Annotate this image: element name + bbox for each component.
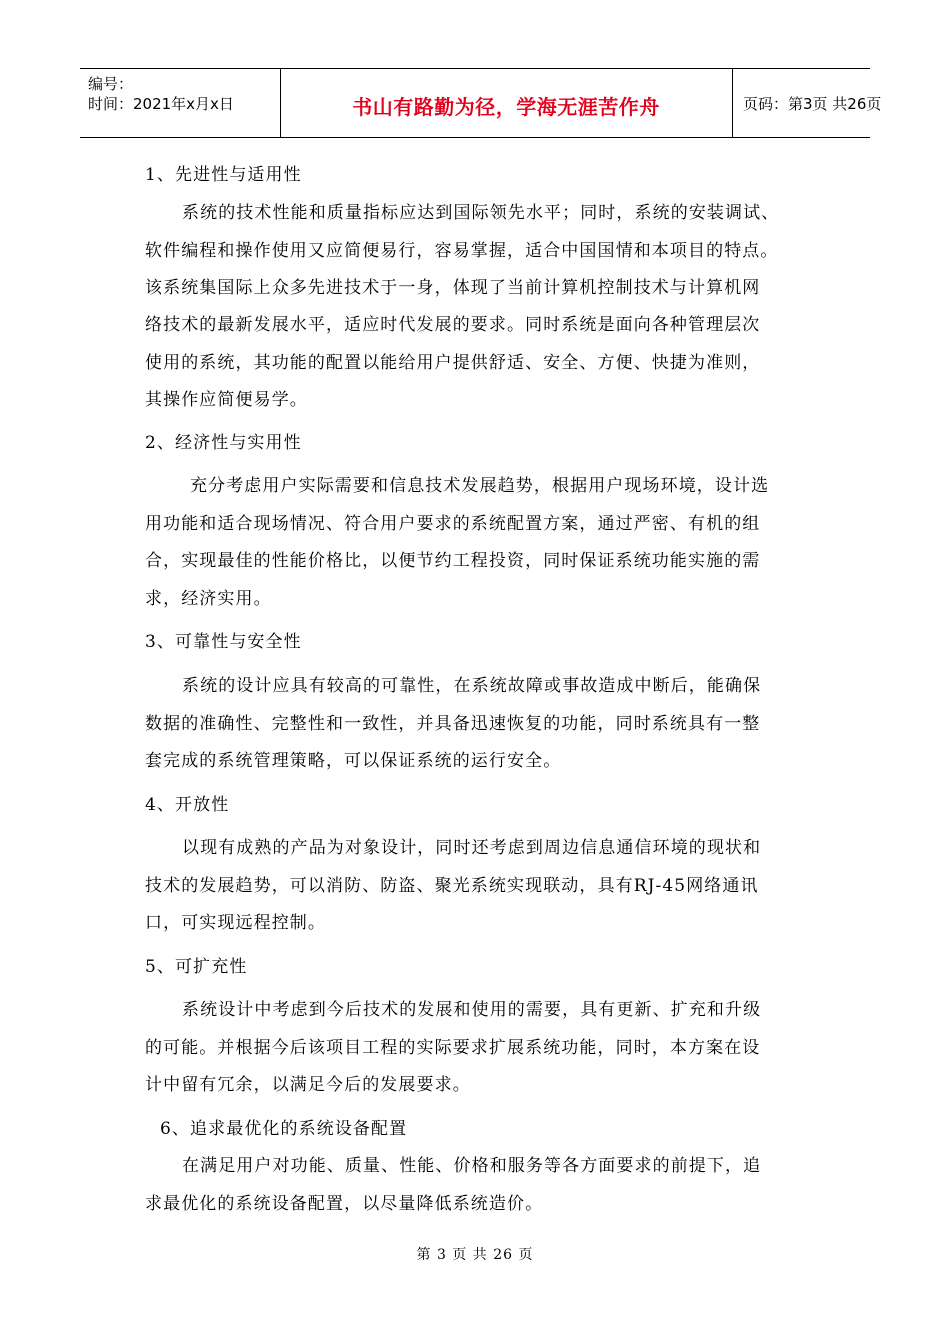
paragraph-line: 求，经济实用。 — [145, 589, 272, 609]
paragraph-line: 以现有成熟的产品为对象设计，同时还考虑到周边信息通信环境的现状和 — [182, 838, 762, 858]
document-number-label: 编号： — [88, 75, 134, 93]
paragraph-line: 软件编程和操作使用又应简便易行，容易掌握，适合中国国情和本项目的特点。 — [145, 241, 779, 261]
paragraph-line: 数据的准确性、完整性和一致性，并具备迅速恢复的功能，同时系统具有一整 — [145, 714, 761, 734]
paragraph-line: 该系统集国际上众多先进技术于一身，体现了当前计算机控制技术与计算机网 — [145, 278, 761, 298]
paragraph-line: 络技术的最新发展水平，适应时代发展的要求。同时系统是面向各种管理层次 — [145, 315, 761, 335]
document-date: 时间：2021年x月x日 — [88, 95, 234, 113]
paragraph-line: 口，可实现远程控制。 — [145, 913, 326, 933]
page-header — [80, 68, 882, 138]
paragraph-line: 使用的系统，其功能的配置以能给用户提供舒适、安全、方便、快捷为准则， — [145, 353, 761, 373]
paragraph-line: 合，实现最佳的性能价格比，以便节约工程投资，同时保证系统功能实施的需 — [145, 551, 761, 571]
header-middle-cell — [280, 69, 733, 137]
section-title-3: 3、可靠性与安全性 — [145, 632, 302, 652]
section-title-1: 1、先进性与适用性 — [145, 165, 302, 185]
paragraph-line: 系统的技术性能和质量指标应达到国际领先水平；同时，系统的安装调试、 — [182, 203, 780, 223]
paragraph-line: 系统设计中考虑到今后技术的发展和使用的需要，具有更新、扩充和升级 — [182, 1000, 762, 1020]
header-motto: 书山有路勤为径，学海无涯苦作舟 — [352, 95, 660, 119]
paragraph-line: 计中留有冗余，以满足今后的发展要求。 — [145, 1075, 471, 1095]
section-title-6: 6、追求最优化的系统设备配置 — [160, 1119, 408, 1139]
paragraph-line: 系统的设计应具有较高的可靠性，在系统故障或事故造成中断后，能确保 — [182, 676, 762, 696]
header-page-info: 页码：第3页 共26页 — [743, 95, 882, 113]
paragraph-line: 的可能。并根据今后该项目工程的实际要求扩展系统功能，同时，本方案在设 — [145, 1038, 761, 1058]
paragraph-line: 求最优化的系统设备配置，以尽量降低系统造价。 — [145, 1194, 544, 1214]
section-title-2: 2、经济性与实用性 — [145, 433, 302, 453]
paragraph-line: 套完成的系统管理策略，可以保证系统的运行安全。 — [145, 751, 562, 771]
paragraph-line: 技术的发展趋势，可以消防、防盗、聚光系统实现联动，具有RJ-45网络通讯 — [145, 876, 759, 896]
page-footer: 第 3 页 共 26 页 — [416, 1247, 534, 1263]
header-right-cell — [733, 69, 882, 137]
section-title-4: 4、开放性 — [145, 795, 230, 815]
paragraph-line: 充分考虑用户实际需要和信息技术发展趋势，根据用户现场环境，设计选 — [190, 476, 770, 496]
header-left-cell — [80, 69, 281, 137]
paragraph-line: 用功能和适合现场情况、符合用户要求的系统配置方案，通过严密、有机的组 — [145, 514, 761, 534]
section-title-5: 5、可扩充性 — [145, 957, 248, 977]
paragraph-line: 其操作应简便易学。 — [145, 390, 308, 410]
paragraph-line: 在满足用户对功能、质量、性能、价格和服务等各方面要求的前提下，追 — [182, 1156, 762, 1176]
